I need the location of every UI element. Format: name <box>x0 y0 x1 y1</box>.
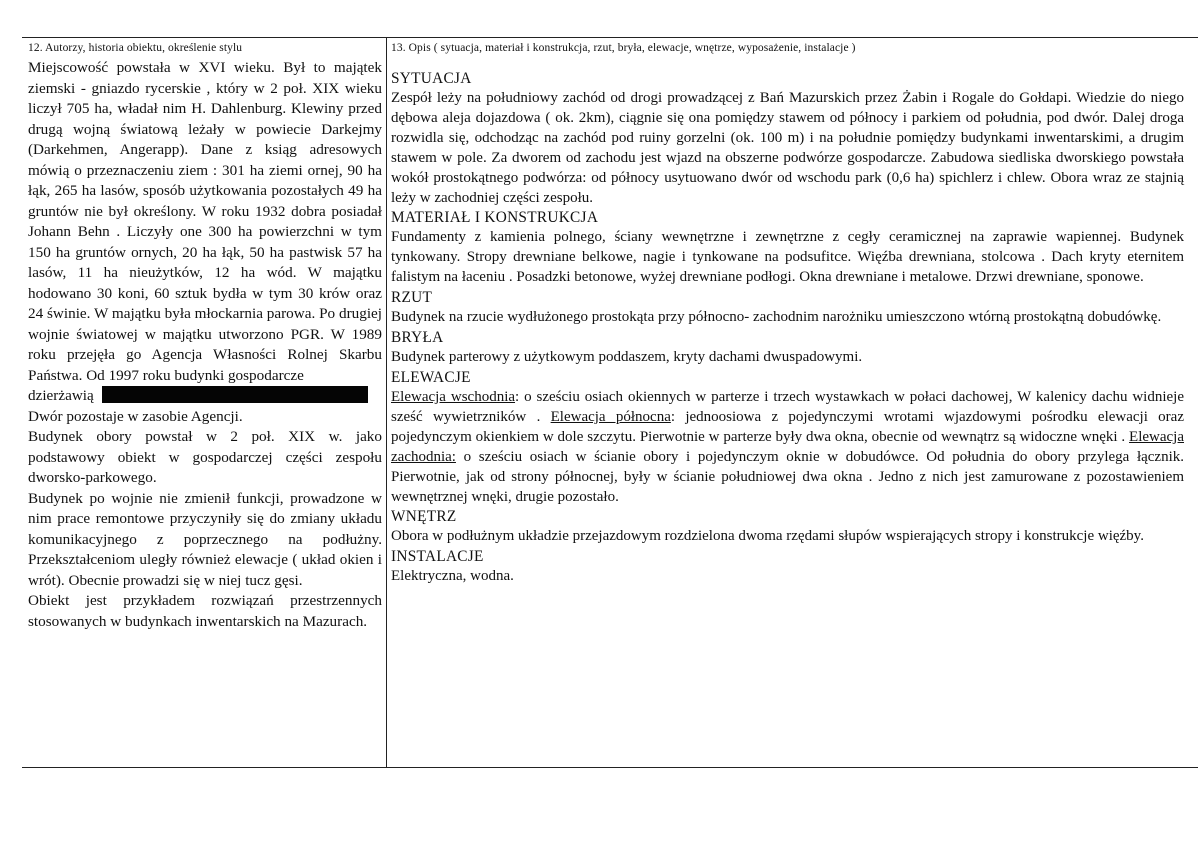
description-header: 13. Opis ( sytuacja, materiał i konstrukcja, rzut, bryła, elewacje, wnętrze, wyposażenie, instalacje ) <box>391 42 856 54</box>
history-paragraph-postwar: Budynek po wojnie nie zmienił funkcji, prowadzone w nim prace remontowe przyczyniły się do zmiany układu komunikacyjnego z poprzecznego na podłużny. Przekształceniom uległy również elewacje ( układ okien i wrót). Obecnie prowadzi się w niej tucz gęsi. <box>28 489 382 589</box>
history-header: 12. Autorzy, historia obiektu, określenie stylu <box>28 42 243 54</box>
section-text-sytuacja: Zespół leży na południowy zachód od drogi prowadzącej z Bań Mazurskich przez Żabin i Rogale do Gołdapi. Wiedzie do niego dębowa aleja dojazdowa ( ok. 2km), ciągnie się ona pomiędzy stawem od północy i parkiem od południa, pod dwór. Dalej droga rozwidla się, odchodząc na zachód pod ruiny gorzelni (ok. 100 m) i na południe pomiędzy budynkami inwentarskimi, a drugim stawem w pole. Za dworem od zachodu jest wjazd na obszerne podwórze gospodarcze. Zabudowa siedliska dworskiego powstała wokół prostokątnego podwórza: od północy usytuowano dwór od wschodu park (0,6 ha) spichlerz i chlew. Obora wraz ze stajnią leży w zachodniej części zespołu. <box>391 90 1184 206</box>
north-elevation-label: Elewacja północna <box>550 408 671 425</box>
east-elevation-label: Elewacja wschodnia <box>391 388 516 405</box>
section-heading-wnetrze: WNĘTRZ <box>391 508 457 526</box>
section-text-bryla: Budynek parterowy z użytkowym poddaszem, kryty dachami dwuspadowymi. <box>391 349 863 366</box>
section-text-elewacje <box>391 388 1184 507</box>
section-text-instalacje: Elektryczna, wodna. <box>391 568 514 585</box>
section-text-material: Fundamenty z kamienia polnego, ściany wewnętrzne i zewnętrzne z cegły ceramicznej na zaprawie wapiennej. Budynek tynkowany. Stropy drewniane belkowe, nagie i tynkowane na podsufitce. Więźba drewniana, stolcowa . Dach kryty eternitem falistym na łaceniu . Posadzki betonowe, wyżej drewniane podłogi. Okna drewniane i metalowe. Drzwi drewniane, sponowe. <box>391 229 1184 286</box>
history-paragraph-manor: Dwór pozostaje w zasobie Agencji. <box>28 407 243 425</box>
history-column <box>28 40 382 632</box>
section-heading-instalacje: INSTALACJE <box>391 548 484 566</box>
north-elevation-text: : jednoosiowa z pojedynczymi wrotami wjazdowymi pośrodku elewacji oraz pojedynczym okienkiem w dole szczytu. Pierwotnie w parterze były dwa okna, obecnie od wewnątrz są widoczne wnęki . <box>391 408 1184 445</box>
description-column <box>391 40 1184 587</box>
section-heading-sytuacja: SYTUACJA <box>391 70 472 87</box>
section-heading-rzut: RZUT <box>391 289 433 307</box>
lessee-line <box>28 386 382 407</box>
section-heading-bryla: BRYŁA <box>391 329 444 347</box>
history-paragraph-summary: Obiekt jest przykładem rozwiązań przestrzennych stosowanych w budynkach inwentarskich na Mazurach. <box>28 592 382 630</box>
table-bottom-border <box>22 767 1198 768</box>
west-elevation-text: o sześciu osiach w ścianie obory i pojedynczym oknie w dobudówce. Od południa do obory przylega łącznik. Pierwotnie, jak od strony północnej, były w ścianie południowej dwa okna . Jedno z nich jest zamurowane z pozostawieniem wewnętrznej wnęki, drugie pozostało. <box>391 448 1184 505</box>
section-text-wnetrze: Obora w podłużnym układzie przejazdowym rozdzielona dwoma rzędami słupów wspierających stropy i konstrukcje więźby. <box>391 528 1144 545</box>
lessee-label: dzierżawią <box>28 387 94 404</box>
west-elevation-label: Elewacja zachodnia: <box>391 428 1184 465</box>
redacted-block <box>102 386 368 403</box>
column-divider <box>386 37 387 767</box>
section-heading-elewacje: ELEWACJE <box>391 368 471 386</box>
section-heading-material: MATERIAŁ I KONSTRUKCJA <box>391 209 599 227</box>
history-paragraph-estate: Miejscowość powstała w XVI wieku. Był to majątek ziemski - gniazdo rycerskie , który w 2 poł. XIX wieku liczył 705 ha, władał nim H. Dahlenburg. Klewiny przed drugą wojną światową leżały w powiecie Darkejmy (Darkehmen, Angerapp). Dane z ksiąg adresowych mówią o przeznaczeniu ziem : 301 ha ziemi ornej, 90 ha łąk, 265 ha lasów, sposób użytkowania pozostałych 49 ha gruntów nie był określony. W roku 1932 dobra posiadał Johann Behn . Liczyły one 300 ha powierzchni w tym 150 ha gruntów ornych, 20 ha łąk, 50 ha pastwisk 57 ha lasów, 11 ha nieużytków, 12 ha wód. W majątku hodowano 30 koni, 60 sztuk bydła w tym 30 krów oraz 24 świnie. W majątku była młockarnia parowa. Po drugiej wojnie światowej w majątku utworzono PGR. W 1989 roku przejęła go Agencja Własności Rolnej Skarbu Państwa. Od 1997 roku budynki gospodarcze <box>28 59 382 384</box>
east-elevation-text: : o sześciu osiach okiennych w parterze i trzech wystawkach w połaci dachowej, W kalenicy dachu widnieje sześć wywietrzników . <box>391 388 1184 425</box>
table-top-border <box>22 37 1198 38</box>
history-paragraph-barn-origin: Budynek obory powstał w 2 poł. XIX w. jako podstawowy obiekt w gospodarczej części zespołu dworsko-parkowego. <box>28 428 382 486</box>
section-text-rzut: Budynek na rzucie wydłużonego prostokąta przy północno- zachodnim narożniku umieszczono wtórną prostokątną dobudówkę. <box>391 309 1162 326</box>
